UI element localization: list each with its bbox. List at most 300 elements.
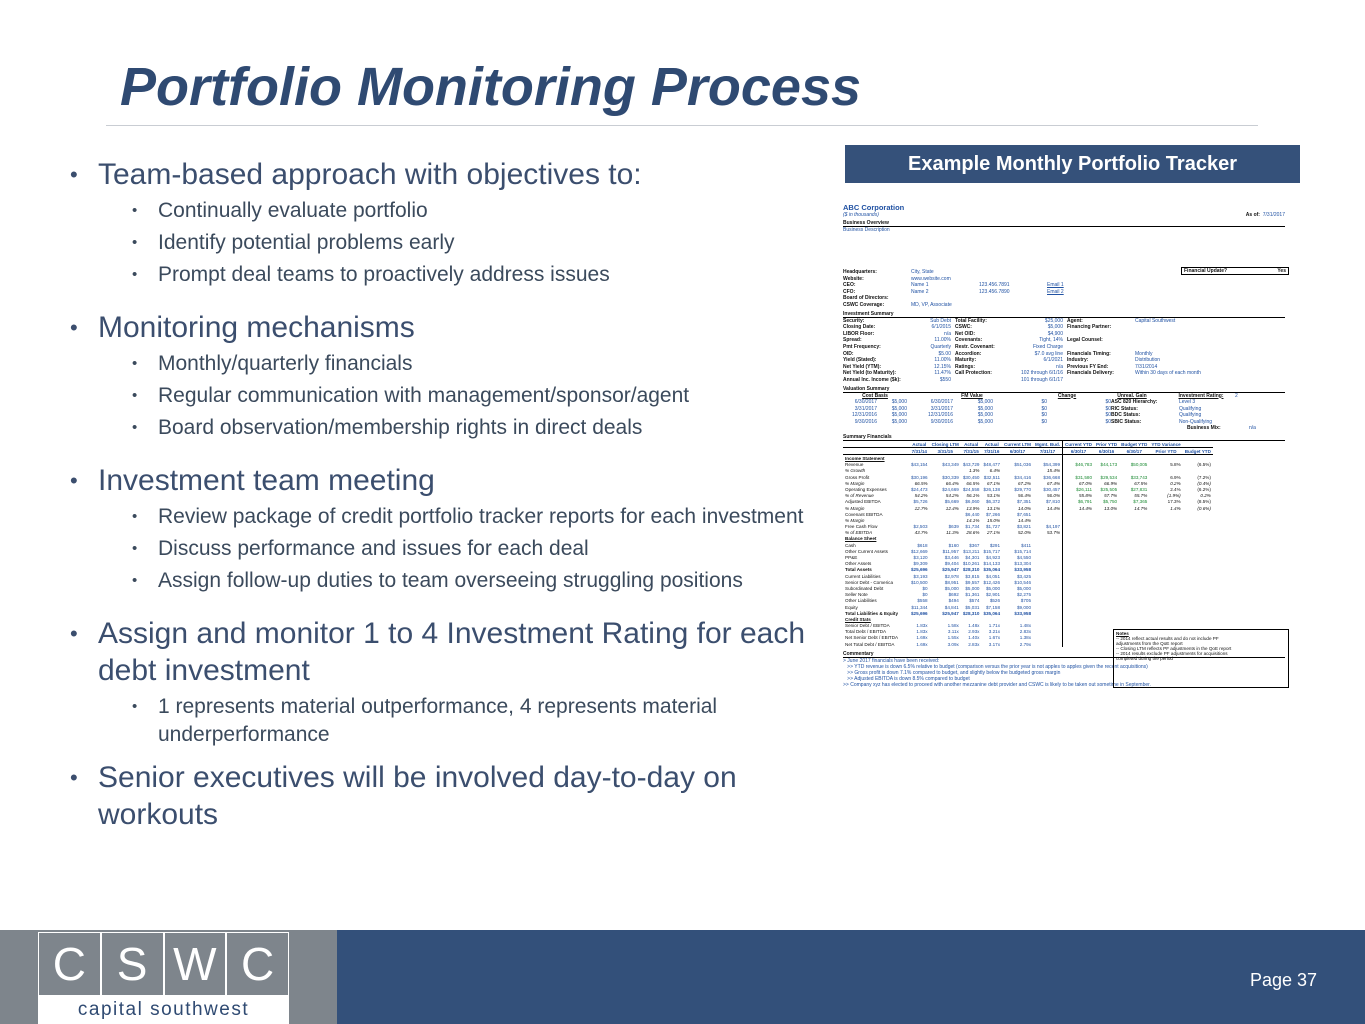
- contact-row: [843, 289, 1293, 296]
- valuation-cell: SBIC Status:: [1111, 418, 1142, 425]
- financials-cell: $5,000: [985, 585, 1001, 591]
- financials-header-row: [843, 448, 1213, 455]
- financials-cell: [1119, 455, 1149, 462]
- financials-cell: $6,060: [965, 499, 980, 505]
- investment-row: [843, 357, 1293, 364]
- valuation-header: Investment Rating:: [1178, 392, 1224, 399]
- financials-cell: $160: [948, 542, 959, 548]
- financials-cell: [1149, 455, 1182, 462]
- financials-cell: $574: [969, 598, 980, 604]
- financials-cell: $30,450: [962, 474, 980, 480]
- financials-cell: $11,344: [911, 604, 928, 610]
- contact-cell: [979, 269, 1047, 276]
- contact-cell: Headquarters:: [843, 269, 877, 275]
- investment-cell: 12.15%: [934, 363, 951, 370]
- investment-cell: $25,000: [1044, 317, 1063, 324]
- portfolio-tracker: [843, 203, 1293, 803]
- valuation-row: [843, 419, 1293, 426]
- logo-letter: C: [226, 932, 289, 996]
- financials-cell: $4,923: [985, 555, 1001, 561]
- financials-header-cell: 6/30/17: [1002, 448, 1033, 455]
- financials-table: [843, 441, 1213, 647]
- investment-cell: Annual Inc. Income ($k):: [843, 376, 901, 383]
- financials-header-cell: Actual: [961, 441, 982, 448]
- valuation-cell: Qualifying: [1179, 412, 1202, 419]
- financials-cell: $8,951: [944, 579, 959, 585]
- financials-cell: $27,831: [1130, 486, 1148, 492]
- financials-cell: 52.0%: [1017, 530, 1032, 536]
- financials-cell: $30,339: [942, 474, 959, 480]
- commentary-line: >> YTD revenue is down 6.5% relative to budget (comparison versus the prior year is not apples to apples given the recent acquisitions): [843, 664, 1148, 671]
- financials-cell: $9,557: [965, 579, 980, 585]
- asof-label: As of:: [1245, 212, 1260, 218]
- financials-cell: $3,425: [1016, 573, 1032, 579]
- financials-cell: $26,111: [1076, 486, 1093, 492]
- financials-cell: $618: [917, 542, 928, 548]
- investment-cell: [1135, 324, 1255, 331]
- investment-cell: 6/1/2021: [1043, 357, 1063, 364]
- financials-cell: (8.5%): [1197, 499, 1211, 505]
- financials-cell: Seller Note: [845, 592, 868, 598]
- contact-cell: CSWC Coverage:: [843, 301, 885, 308]
- financials-cell: Income Statement: [845, 456, 885, 462]
- financials-header-cell: 7/31/14: [909, 448, 930, 455]
- financials-cell: 67.1%: [987, 480, 1001, 486]
- investment-cell: Fixed Charge: [1032, 343, 1063, 350]
- financials-cell: [981, 455, 1002, 462]
- financials-cell: $51,036: [1014, 462, 1032, 468]
- financials-cell: 13.9%: [966, 505, 980, 511]
- sub-bullet: • Review package of credit portfolio tracker reports for each investment: [70, 503, 830, 531]
- financials-cell: Net Total Debt / EBITDA: [845, 641, 895, 647]
- financials-cell: Other Current Assets: [845, 548, 888, 554]
- investment-cell: [1135, 337, 1255, 344]
- financials-cell: $7,810: [1033, 499, 1063, 505]
- financials-cell: [1183, 455, 1213, 462]
- financials-header-cell: Closing LTM: [931, 441, 959, 447]
- financials-cell: 56.4%: [1017, 493, 1032, 499]
- valuation-block: [843, 393, 1293, 433]
- investment-cell: Within 30 days of each month: [1135, 370, 1201, 377]
- valuation-row: [843, 399, 1293, 406]
- financials-cell: $494: [948, 598, 959, 604]
- financials-cell: 13.1%: [987, 505, 1001, 511]
- financials-cell: 66.4%: [945, 480, 959, 486]
- financials-cell: Covenant EBITDA: [845, 511, 883, 517]
- financials-cell: 14.7%: [1134, 505, 1148, 511]
- valuation-cell: BDC Status:: [1111, 412, 1141, 419]
- financials-cell: $4,301: [965, 555, 980, 561]
- financials-cell: $44,173: [1100, 462, 1118, 468]
- financials-header-cell: Actual: [909, 441, 930, 448]
- financials-cell: $31,580: [1075, 474, 1093, 480]
- financials-cell: % Growth: [845, 468, 866, 474]
- logo-wordmark: capital southwest: [77, 999, 250, 1020]
- financials-cell: $29,770: [1014, 486, 1032, 492]
- financials-cell: 12.7%: [914, 505, 928, 511]
- financial-update-value: Yes: [1277, 268, 1286, 274]
- valuation-header: Cost Basis: [862, 392, 888, 399]
- valuation-header: FM Value: [961, 392, 983, 399]
- financials-cell: $7,266: [985, 511, 1001, 517]
- note-line: -- Closing LTM reflects PF adjustments in the QoE report: [1116, 646, 1232, 651]
- financials-cell: $34,416: [1014, 474, 1032, 480]
- contact-cell: 123.456.7890: [979, 288, 1010, 295]
- financials-cell: 14.0%: [1017, 505, 1032, 511]
- investment-cell: [1135, 344, 1255, 351]
- sub-bullet: • 1 represents material outperformance, 4 represents material underperformance: [70, 693, 830, 749]
- financials-cell: $28,310: [962, 610, 980, 616]
- investment-cell: Net Yield (YTM):: [843, 363, 882, 370]
- note-line: -- 2014 results exclude PF adjustments for acquisitions: [1116, 651, 1228, 656]
- financials-cell: $12,669: [911, 548, 928, 554]
- investment-cell: Financials Timing:: [1067, 350, 1111, 357]
- summary-financials-heading: Summary Financials: [843, 434, 1285, 441]
- financials-cell: 56.0%: [1033, 493, 1063, 499]
- financials-header-cell: 7/31/17: [1033, 448, 1063, 455]
- investment-cell: Net Yield (to Maturity):: [843, 370, 897, 377]
- investment-cell: [1067, 344, 1135, 351]
- financials-cell: [1033, 455, 1063, 462]
- contact-cell: MD, VP, Associate: [911, 301, 952, 308]
- financials-cell: 14.4%: [1078, 505, 1093, 511]
- contact-row: [843, 302, 1293, 309]
- financials-cell: $25,505: [1100, 486, 1118, 492]
- investment-cell: [1067, 377, 1135, 384]
- valuation-cell: $5,000: [891, 418, 907, 425]
- financials-cell: 15.4%: [1033, 468, 1063, 474]
- financials-header-cell: Actual: [981, 441, 1002, 448]
- financials-cell: $48,477: [983, 462, 1001, 468]
- contact-cell: Email 2: [1047, 288, 1064, 295]
- financials-cell: 67.4%: [1033, 480, 1063, 486]
- financials-cell: Subordinated Debt: [845, 585, 884, 591]
- financial-update-label: Financial Update?: [1184, 268, 1228, 274]
- valuation-cell: $5,000: [977, 418, 993, 425]
- investment-cell: 102 through 6/1/16: [1021, 370, 1063, 377]
- contact-cell: CEO:: [843, 282, 856, 289]
- financials-header-cell: 6/30/17: [1119, 448, 1149, 455]
- logo-letter: W: [164, 932, 227, 996]
- investment-cell: Net OID:: [955, 330, 975, 337]
- financials-cell: 14.4%: [1017, 517, 1032, 523]
- investment-cell: 101 through 6/1/17: [1021, 376, 1063, 383]
- financials-cell: % Margin: [845, 480, 865, 486]
- commentary-heading: Commentary: [843, 651, 1285, 658]
- financials-cell: $5,000: [965, 585, 980, 591]
- financials-cell: [909, 455, 930, 462]
- financials-cell: 13.0%: [1104, 505, 1118, 511]
- investment-row: [843, 364, 1293, 371]
- commentary-line: > June 2017 financials have been received:: [843, 658, 940, 665]
- valuation-cell: 3/31/2017: [854, 405, 877, 412]
- financials-cell: [1033, 641, 1063, 647]
- investment-summary-heading: Investment Summary: [843, 311, 1285, 318]
- financials-cell: $10,546: [1014, 579, 1032, 585]
- financials-cell: $0: [922, 592, 928, 598]
- financials-cell: 2.4%: [1170, 486, 1181, 492]
- valuation-cell: $0: [1041, 418, 1047, 425]
- financials-cell: $3,821: [1016, 524, 1032, 530]
- bullet-list: [70, 150, 830, 833]
- financials-cell: $526: [989, 598, 1001, 604]
- contact-cell: Name 2: [911, 288, 929, 295]
- business-mix-label: Business Mix:: [1187, 425, 1221, 432]
- financials-cell: 1.71x: [988, 623, 1001, 629]
- financials-cell: Total Liabilities & Equity: [845, 610, 899, 616]
- valuation-row: [843, 406, 1293, 413]
- investment-cell: Monthly: [1135, 350, 1153, 357]
- financials-cell: Total Debt / EBITDA: [845, 629, 887, 635]
- investment-cell: LIBOR Floor:: [843, 330, 875, 337]
- financials-cell: $2,901: [985, 592, 1001, 598]
- financials-header-cell: [1183, 441, 1213, 448]
- investment-cell: $5.00: [938, 350, 951, 357]
- financials-cell: 53.1%: [987, 493, 1001, 499]
- contact-cell: [1047, 302, 1107, 309]
- financials-cell: $7,365: [1133, 499, 1148, 505]
- investment-cell: Quarterly: [930, 343, 951, 350]
- investment-row: [843, 337, 1293, 344]
- financials-cell: $15,717: [983, 548, 1001, 554]
- financials-header-cell: Budget YTD: [1121, 441, 1148, 447]
- valuation-cell: $5,000: [891, 412, 907, 419]
- sub-bullet: • Identify potential problems early: [70, 229, 830, 257]
- financials-cell: Gross Profit: [845, 474, 870, 480]
- contact-cell: Website:: [843, 275, 864, 282]
- financials-cell: $0: [922, 585, 928, 591]
- investment-cell: Sub Debt: [930, 317, 951, 324]
- valuation-cell: $0: [1041, 405, 1047, 412]
- financials-cell: 3.09x: [947, 641, 959, 647]
- financials-cell: $4,550: [1016, 555, 1032, 561]
- financials-header-cell: Mgmt. Bud.: [1033, 441, 1063, 448]
- financials-cell: $705: [1020, 598, 1032, 604]
- financials-cell: $30,457: [1033, 486, 1063, 492]
- business-mix-value: n/a: [1249, 425, 1256, 432]
- valuation-cell: $5,000: [891, 399, 907, 406]
- valuation-cell: 6/30/2017: [854, 399, 877, 406]
- tracker-header: Example Monthly Portfolio Tracker: [845, 145, 1300, 183]
- financials-cell: $25,947: [942, 567, 959, 573]
- financials-cell: 17.3%: [1167, 499, 1181, 505]
- title-divider: [106, 125, 1258, 126]
- investment-row: [843, 351, 1293, 358]
- financials-cell: Revenue: [845, 462, 864, 468]
- financials-cell: Adjusted EBITDA: [845, 499, 881, 505]
- financials-cell: 27.1%: [987, 530, 1001, 536]
- contact-cell: [1047, 276, 1107, 283]
- valuation-summary-heading: Valuation Summary: [843, 386, 1285, 393]
- financials-cell: 3.17x: [988, 641, 1001, 647]
- page-number: Page 37: [1249, 970, 1317, 990]
- financials-cell: 66.5%: [966, 480, 980, 486]
- financials-cell: $6,791: [1077, 499, 1093, 505]
- investment-cell: $7.0 avg line: [1034, 350, 1063, 357]
- financials-cell: $43,154: [911, 462, 928, 468]
- financials-cell: Senior Debt - Comerica: [845, 579, 893, 585]
- financials-cell: $5,000: [1016, 585, 1032, 591]
- financials-cell: (6.2%): [1197, 486, 1211, 492]
- financials-cell: $5,726: [913, 499, 928, 505]
- financials-cell: $558: [917, 598, 928, 604]
- financials-cell: $291: [989, 542, 1001, 548]
- financials-cell: 2.83x: [1019, 629, 1032, 635]
- investment-cell: Covenants:: [955, 337, 983, 344]
- investment-cell: Financing Partner:: [1067, 324, 1112, 331]
- financials-cell: 5.8%: [1170, 462, 1181, 468]
- investment-cell: 11.00%: [934, 337, 951, 344]
- financials-cell: 2.83x: [968, 641, 980, 647]
- financials-cell: 1.83x: [916, 623, 928, 629]
- financials-cell: 1.38x: [1019, 635, 1032, 641]
- financials-cell: % Margin: [845, 517, 865, 523]
- financials-cell: $54,399: [1033, 462, 1063, 468]
- contact-cell: [911, 295, 979, 302]
- financials-cell: Balance Sheet: [845, 536, 877, 542]
- logo-letter: S: [101, 932, 164, 996]
- financials-header-cell: Budget YTD: [1184, 448, 1211, 454]
- financials-header-cell: 6/30/17: [1063, 448, 1094, 455]
- valuation-cell: $5,000: [977, 412, 993, 419]
- contact-cell: [1047, 269, 1107, 276]
- financials-cell: $4,197: [1033, 524, 1063, 530]
- financials-cell: 1.40x: [968, 635, 980, 641]
- investment-row: [843, 377, 1293, 384]
- financials-cell: $7,651: [1016, 511, 1032, 517]
- financials-cell: Cash: [845, 542, 856, 548]
- financials-cell: [1063, 641, 1094, 647]
- financials-header-cell: 7/31/16: [981, 448, 1002, 455]
- investment-cell: 6/1/2015: [931, 324, 951, 331]
- financials-cell: [1094, 455, 1119, 462]
- financials-cell: 2.79x: [1019, 641, 1032, 647]
- financials-header-cell: Prior YTD: [1149, 448, 1182, 455]
- contact-cell: City, State: [911, 269, 934, 275]
- contact-cell: [1047, 295, 1107, 302]
- bullet-heading: • Monitoring mechanisms: [70, 309, 830, 346]
- investment-cell: $5,000: [1047, 324, 1063, 331]
- financials-cell: 1.83x: [916, 629, 928, 635]
- financials-cell: 66.5%: [914, 480, 928, 486]
- financials-cell: $12,426: [983, 579, 1001, 585]
- financials-cell: $33,958: [1014, 567, 1032, 573]
- investment-row: [843, 324, 1293, 331]
- valuation-cell: Non-Qualifying: [1179, 418, 1213, 425]
- notes-box: [1113, 629, 1289, 688]
- financials-cell: (6.5%): [1197, 462, 1211, 468]
- investment-cell: Tight, 14%: [1039, 337, 1063, 344]
- valuation-header: Change: [1057, 392, 1077, 399]
- valuation-cell: $5,000: [977, 399, 993, 406]
- valuation-cell: $0: [1105, 405, 1111, 412]
- investment-cell: [955, 377, 1015, 384]
- business-description: Business Description: [843, 227, 890, 233]
- financials-cell: [930, 455, 961, 462]
- investment-cell: 11.00%: [934, 357, 951, 364]
- financials-header-cell: [843, 448, 909, 455]
- sub-bullet: • Monthly/quarterly financials: [70, 350, 830, 378]
- financials-cell: 11.3%: [946, 530, 959, 536]
- valuation-cell: 12/31/2016: [851, 412, 877, 419]
- financials-header-cell: 7/31/15: [961, 448, 982, 455]
- financials-cell: 1.55x: [947, 635, 959, 641]
- tracker-units: ($ in thousands): [843, 212, 879, 218]
- financials-header-row: [843, 441, 1213, 448]
- financials-cell: % of EBITDA: [845, 530, 873, 536]
- valuation-cell: 9/30/2016: [854, 418, 877, 425]
- financials-cell: 1.48x: [968, 623, 980, 629]
- financials-cell: (0.4%): [1197, 480, 1211, 486]
- financials-cell: $43,729: [962, 462, 980, 468]
- contact-row: [843, 282, 1293, 289]
- financials-cell: [961, 455, 982, 462]
- financials-cell: $9,404: [944, 561, 959, 567]
- financials-cell: $24,473: [911, 486, 928, 492]
- investment-cell: Yield (Stated):: [843, 357, 877, 364]
- financials-cell: $24,558: [962, 486, 980, 492]
- financials-cell: $411: [1021, 542, 1032, 548]
- financials-cell: 15.0%: [987, 517, 1001, 523]
- financials-cell: $46,783: [1075, 462, 1093, 468]
- contact-cell: Board of Directors:: [843, 295, 889, 302]
- financials-header-cell: Current LTM: [1004, 441, 1032, 447]
- valuation-cell: $0: [1041, 399, 1047, 406]
- valuation-cell: Level 3: [1179, 399, 1196, 406]
- investment-cell: $4,900: [1047, 330, 1063, 337]
- valuation-header: Unreal. Gain: [1117, 392, 1147, 399]
- investment-cell: Capital Southwest: [1135, 317, 1176, 324]
- financials-cell: $367: [969, 542, 980, 548]
- financials-cell: (0.6%): [1197, 505, 1211, 511]
- valuation-cell: Qualifying: [1179, 405, 1202, 412]
- financials-cell: $25,696: [911, 610, 928, 616]
- investment-cell: Industry:: [1067, 357, 1089, 364]
- financials-cell: $25,696: [911, 567, 928, 573]
- investment-cell: Security:: [843, 317, 865, 324]
- business-mix-row: [843, 425, 1293, 432]
- valuation-cell: RIC Status:: [1111, 405, 1138, 412]
- investment-cell: Accordion:: [955, 350, 982, 357]
- investment-cell: Call Protection:: [955, 370, 992, 377]
- financials-cell: $24,669: [942, 486, 959, 492]
- investment-cell: Spread:: [843, 337, 862, 344]
- contact-cell: [979, 276, 1047, 283]
- financials-cell: 1.69x: [916, 635, 928, 641]
- financials-cell: Senior Debt / EBITDA: [845, 623, 890, 629]
- contact-cell: [979, 302, 1047, 309]
- financials-cell: 43.7%: [914, 530, 928, 536]
- financials-cell: 6.9%: [1170, 474, 1181, 480]
- financials-cell: $692: [948, 592, 959, 598]
- notes-title: Notes: [1116, 631, 1129, 636]
- contact-cell: 123.456.7891: [979, 282, 1010, 289]
- financials-cell: $33,743: [1130, 474, 1148, 480]
- cswc-logo: [38, 932, 289, 1024]
- financials-cell: $1,734: [965, 524, 980, 530]
- financials-cell: $1,727: [985, 524, 1001, 530]
- financials-cell: 14.4%: [1033, 505, 1063, 511]
- sub-bullet: • Board observation/membership rights in direct deals: [70, 414, 830, 442]
- financials-cell: 53.7%: [1033, 530, 1063, 536]
- financials-cell: $3,815: [965, 573, 980, 579]
- financials-cell: [1063, 455, 1094, 462]
- financials-cell: $10,261: [962, 561, 980, 567]
- contact-cell: www.website.com: [911, 275, 951, 282]
- valuation-cell: $5,000: [977, 405, 993, 412]
- financials-cell: Operating Expenses: [845, 486, 887, 492]
- financials-cell: Current Liabilities: [845, 573, 881, 579]
